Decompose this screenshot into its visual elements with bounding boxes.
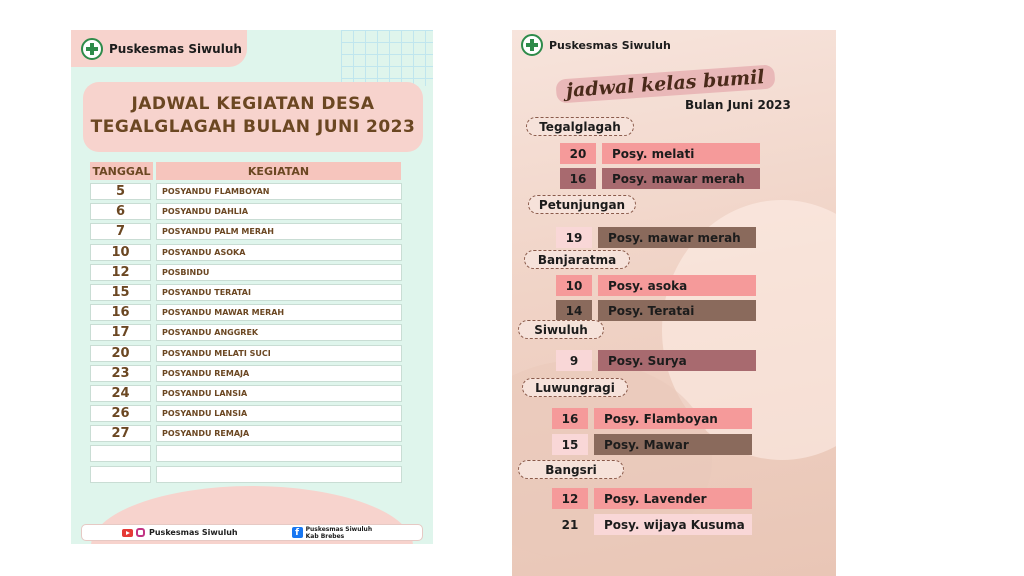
row-date: 27 [90, 425, 151, 442]
schedule-row [552, 408, 752, 429]
village-label: Siwuluh [518, 320, 604, 339]
table-row [90, 405, 404, 422]
month-label: Bulan Juni 2023 [685, 98, 791, 112]
title-line-1: JADWAL KEGIATAN DESA [131, 94, 375, 114]
title-line-2: TEGALGLAGAH BULAN JUNI 2023 [90, 117, 416, 137]
row-date [90, 445, 151, 462]
row-date: 24 [90, 385, 151, 402]
row-date: 6 [90, 203, 151, 220]
puskesmas-logo-icon [81, 38, 103, 60]
session-activity: Posy. melati [602, 143, 760, 164]
session-date: 20 [560, 143, 596, 164]
table-row [90, 445, 404, 462]
session-activity: Posy. Flamboyan [594, 408, 752, 429]
session-date: 12 [552, 488, 588, 509]
row-activity: POSYANDU LANSIA [156, 385, 402, 402]
table-row [90, 264, 404, 281]
session-activity: Posy. mawar merah [598, 227, 756, 248]
row-date: 15 [90, 284, 151, 301]
row-activity: POSYANDU REMAJA [156, 425, 402, 442]
facebook-handle-line2: Kab Brebes [305, 532, 345, 540]
row-activity: POSYANDU MAWAR MERAH [156, 304, 402, 321]
session-date: 21 [561, 517, 579, 532]
row-date: 17 [90, 324, 151, 341]
session-date: 16 [552, 408, 588, 429]
table-row [90, 425, 404, 442]
session-activity: Posy. mawar merah [602, 168, 760, 189]
youtube-icon [122, 529, 133, 537]
table-row [90, 244, 404, 261]
row-activity: POSYANDU FLAMBOYAN [156, 183, 402, 200]
row-date: 10 [90, 244, 151, 261]
table-row [90, 223, 404, 240]
script-title: jadwal kelas bumil [555, 64, 775, 103]
row-date: 12 [90, 264, 151, 281]
header-activity: KEGIATAN [156, 162, 401, 180]
village-label: Tegalglagah [526, 117, 634, 136]
row-date: 7 [90, 223, 151, 240]
brand-name: Puskesmas Siwuluh [109, 41, 242, 56]
session-activity: Posy. Lavender [594, 488, 752, 509]
schedule-row [552, 514, 752, 535]
row-date: 20 [90, 345, 151, 362]
social-handle: Puskesmas Siwuluh [149, 528, 238, 537]
table-body [90, 183, 404, 483]
row-date: 16 [90, 304, 151, 321]
left-poster [71, 30, 433, 544]
row-activity: POSYANDU REMAJA [156, 365, 402, 382]
session-date: 14 [556, 300, 592, 321]
session-activity: Posy. Surya [598, 350, 756, 371]
schedule-row [552, 434, 752, 455]
schedule-row [556, 350, 756, 371]
brand-header [521, 34, 671, 56]
row-activity: POSYANDU DAHLIA [156, 203, 402, 220]
row-activity: POSYANDU MELATI SUCI [156, 345, 402, 362]
facebook-icon: f [292, 527, 303, 538]
table-row [90, 324, 404, 341]
table-row [90, 203, 404, 220]
social-footer [81, 524, 423, 541]
facebook-handle-line1: Puskesmas Siwuluh [305, 525, 373, 533]
poster-title [83, 82, 423, 152]
session-date: 15 [552, 434, 588, 455]
row-activity: POSYANDU ASOKA [156, 244, 402, 261]
grid-decoration [341, 30, 433, 86]
schedule-row [556, 275, 756, 296]
schedule-row [552, 488, 752, 509]
schedule-row [560, 168, 760, 189]
row-activity: POSYANDU LANSIA [156, 405, 402, 422]
row-date [90, 466, 151, 483]
schedule-table [90, 162, 404, 486]
row-date: 5 [90, 183, 151, 200]
session-date: 10 [556, 275, 592, 296]
puskesmas-logo-icon [521, 34, 543, 56]
session-activity: Posy. wijaya Kusuma [594, 514, 752, 535]
table-row [90, 466, 404, 483]
session-activity: Posy. asoka [598, 275, 756, 296]
facebook-handle [306, 526, 372, 540]
schedule-row [556, 300, 756, 321]
table-row [90, 183, 404, 200]
village-label: Banjaratma [524, 250, 630, 269]
row-activity [156, 445, 402, 462]
table-row [90, 385, 404, 402]
session-activity: Posy. Teratai [598, 300, 756, 321]
table-row [90, 284, 404, 301]
row-activity: POSYANDU ANGGREK [156, 324, 402, 341]
header-date: TANGGAL [90, 162, 153, 180]
schedule-row [556, 227, 756, 248]
instagram-icon [136, 528, 145, 537]
table-header [90, 162, 404, 180]
row-date: 23 [90, 365, 151, 382]
session-activity: Posy. Mawar [594, 434, 752, 455]
schedule-row [560, 143, 760, 164]
row-activity [156, 466, 402, 483]
row-activity: POSYANDU PALM MERAH [156, 223, 402, 240]
village-label: Luwungragi [522, 378, 628, 397]
session-date: 16 [560, 168, 596, 189]
table-row [90, 345, 404, 362]
village-label: Petunjungan [528, 195, 636, 214]
table-row [90, 304, 404, 321]
row-activity: POSYANDU TERATAI [156, 284, 402, 301]
brand-name: Puskesmas Siwuluh [549, 38, 671, 52]
session-date: 19 [556, 227, 592, 248]
brand-header [71, 30, 247, 67]
village-label: Bangsri [518, 460, 624, 479]
session-date: 9 [556, 350, 592, 371]
row-activity: POSBINDU [156, 264, 402, 281]
table-row [90, 365, 404, 382]
row-date: 26 [90, 405, 151, 422]
right-poster [512, 30, 836, 576]
